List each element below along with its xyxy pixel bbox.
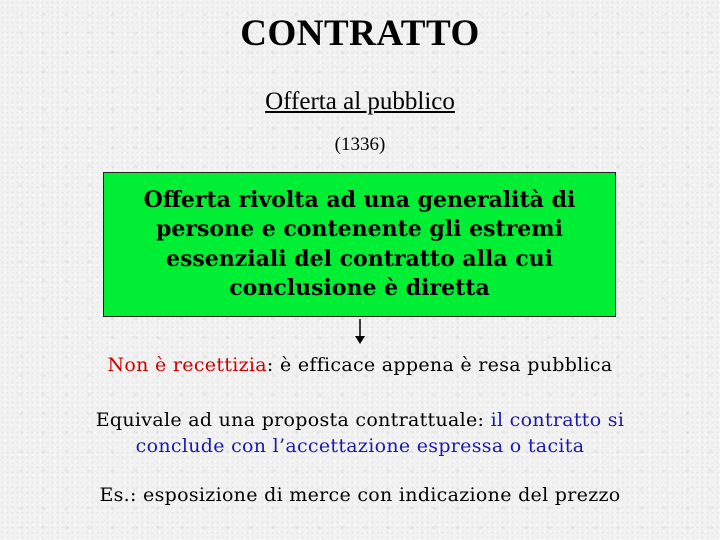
definition-box xyxy=(103,172,616,317)
equivale-paragraph xyxy=(0,407,720,459)
article-reference: (1336) xyxy=(334,134,386,155)
recettizia-line xyxy=(0,352,720,378)
slide-title: CONTRATTO xyxy=(240,13,480,54)
recettizia-term: Non è recettizia xyxy=(107,354,267,376)
example-line: Es.: esposizione di merce con indicazione del prezzo xyxy=(99,484,621,506)
recettizia-rest: : è efficace appena è resa pubblica xyxy=(266,354,613,376)
down-arrow-icon xyxy=(353,319,367,345)
slide-subtitle: Offerta al pubblico xyxy=(265,88,455,115)
definition-text: Offerta rivolta ad una generalità di persone e contenente gli estremi essenziali del contratto alla cui conclusione è diretta xyxy=(143,187,576,301)
equivale-prefix: Equivale ad una proposta contrattuale: xyxy=(95,409,491,431)
equivale-blue-line1: il contratto si xyxy=(490,409,625,431)
equivale-blue-line2: conclude con l’accettazione espressa o tacita xyxy=(135,435,585,458)
